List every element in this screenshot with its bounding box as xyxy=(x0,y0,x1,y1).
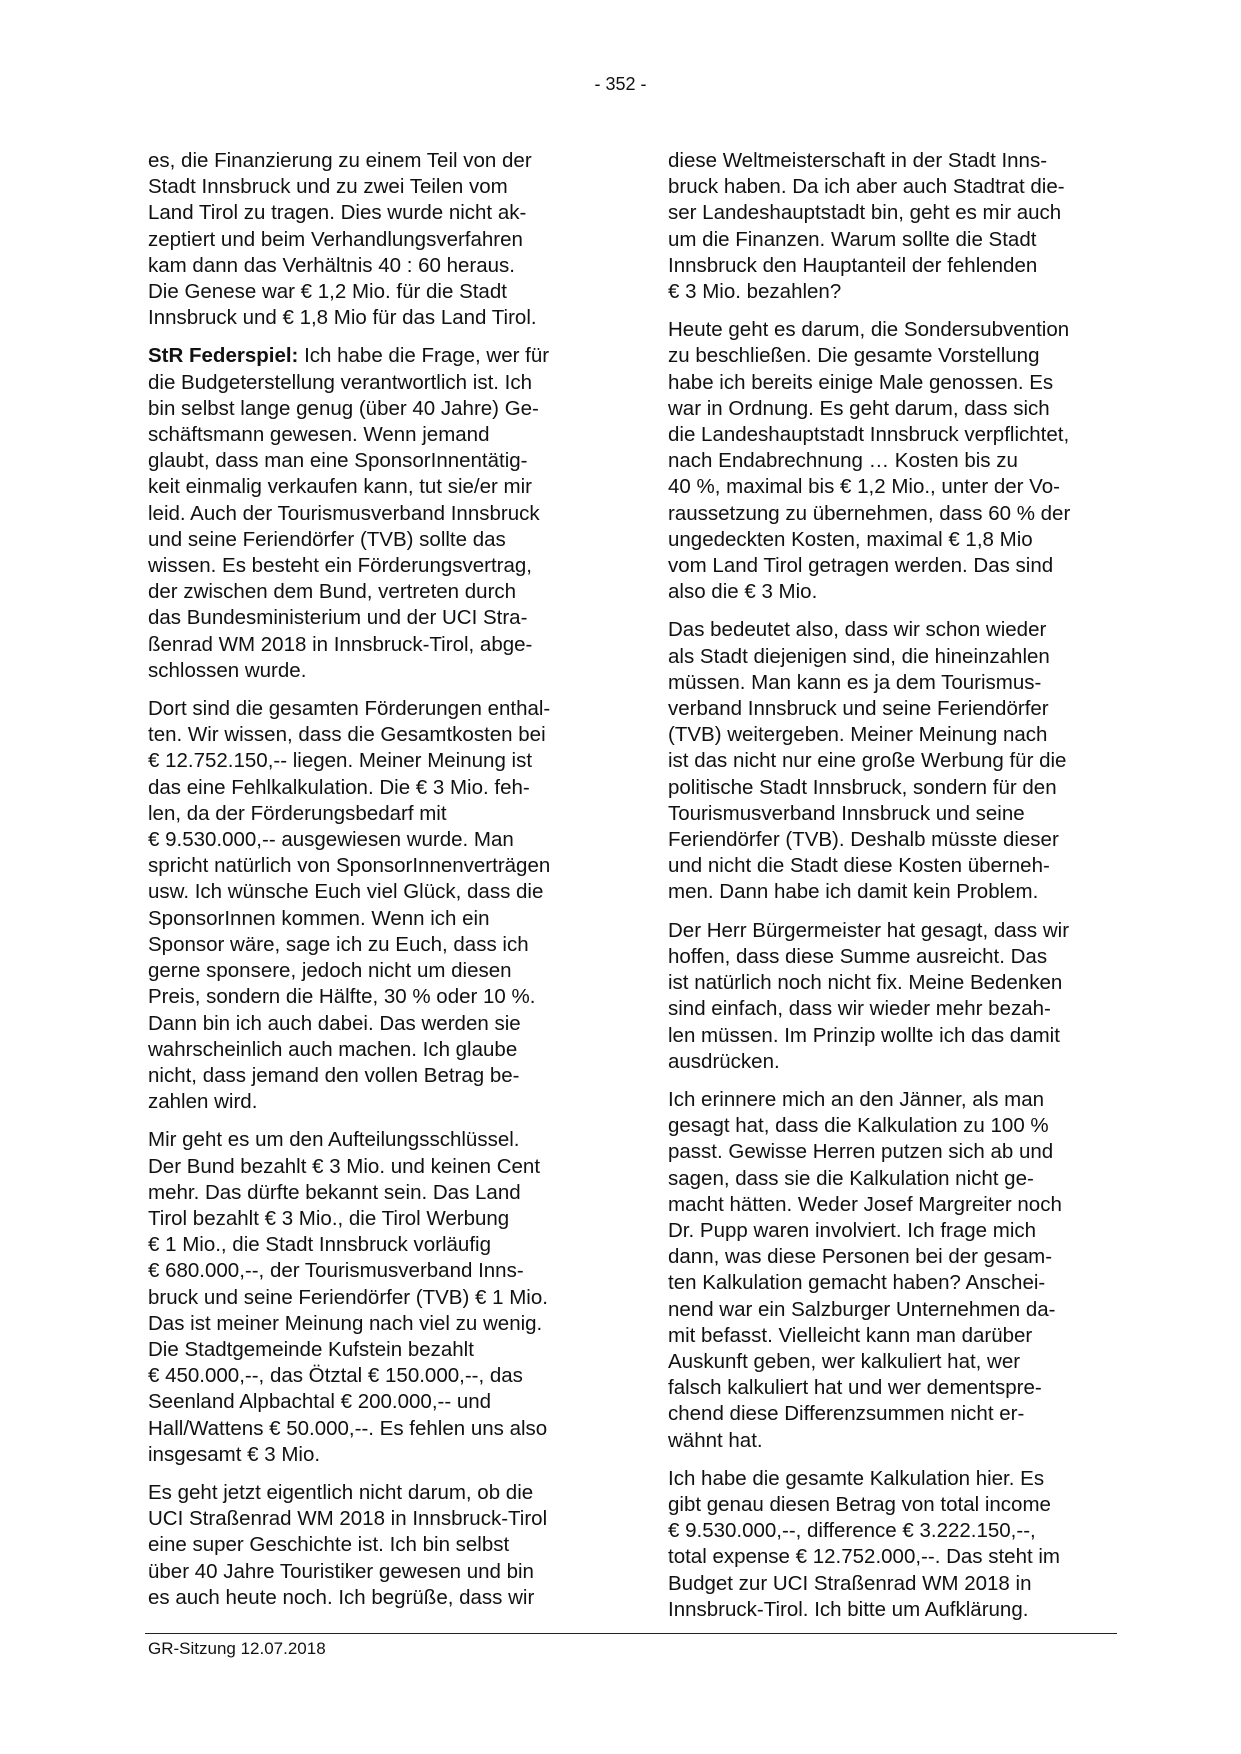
text-line: € 12.752.150,-- liegen. Meiner Meinung ist xyxy=(148,749,533,773)
text-line: das eine Fehlkalkulation. Die € 3 Mio. feh- xyxy=(148,775,530,799)
text-line: leid. Auch der Tourismusverband Innsbruck xyxy=(148,501,540,525)
text-line: raussetzung zu übernehmen, dass 60 % der xyxy=(668,501,1071,525)
text-line: ten. Wir wissen, dass die Gesamtkosten bei xyxy=(148,723,546,747)
footer-divider xyxy=(145,1633,1117,1634)
text-line: Feriendörfer (TVB). Deshalb müsste dieser xyxy=(668,828,1059,852)
text-line: Innsbruck und € 1,8 Mio für das Land Tirol. xyxy=(148,306,537,330)
text-line: Das ist meiner Meinung nach viel zu wenig. xyxy=(148,1311,543,1335)
text-line: usw. Ich wünsche Euch viel Glück, dass die xyxy=(148,880,544,904)
text-line: nend war ein Salzburger Unternehmen da- xyxy=(668,1297,1056,1321)
text-line: Der Herr Bürgermeister hat gesagt, dass wir xyxy=(668,918,1070,942)
right-column xyxy=(668,148,1118,1635)
text-line: die Budgeterstellung verantwortlich ist. Ich xyxy=(148,370,533,394)
text-line: ser Landeshauptstadt bin, geht es mir auch xyxy=(668,201,1062,225)
text-line: ist natürlich noch nicht fix. Meine Bedenken xyxy=(668,971,1063,995)
text-line: Heute geht es darum, die Sondersubvention xyxy=(668,318,1070,342)
text-line: zu beschließen. Die gesamte Vorstellung xyxy=(668,344,1040,368)
text-line: € 450.000,--, das Ötztal € 150.000,--, das xyxy=(148,1364,523,1388)
text-line: Sponsor wäre, sage ich zu Euch, dass ich xyxy=(148,932,529,956)
text-line: € 9.530.000,-- ausgewiesen wurde. Man xyxy=(148,828,514,852)
paragraph xyxy=(148,1127,598,1468)
text-line: Innsbruck-Tirol. Ich bitte um Aufklärung. xyxy=(668,1597,1029,1621)
text-line: € 680.000,--, der Tourismusverband Inns- xyxy=(148,1259,524,1283)
text-line: Budget zur UCI Straßenrad WM 2018 in xyxy=(668,1571,1032,1595)
text-line: Innsbruck den Hauptanteil der fehlenden xyxy=(668,253,1038,277)
left-column xyxy=(148,148,598,1623)
text-line: Tourismusverband Innsbruck und seine xyxy=(668,801,1025,825)
text-line: len müssen. Im Prinzip wollte ich das damit xyxy=(668,1023,1060,1047)
text-line: mehr. Das dürfte bekannt sein. Das Land xyxy=(148,1180,521,1204)
text-line: wähnt hat. xyxy=(668,1428,763,1452)
text-line: bruck und seine Feriendörfer (TVB) € 1 Mio. xyxy=(148,1285,548,1309)
text-line: es auch heute noch. Ich begrüße, dass wir xyxy=(148,1585,535,1609)
text-line: ten Kalkulation gemacht haben? Anschei- xyxy=(668,1271,1046,1295)
text-line: bin selbst lange genug (über 40 Jahre) Ge- xyxy=(148,396,539,420)
text-line: SponsorInnen kommen. Wenn ich ein xyxy=(148,906,490,930)
text-line: ausdrücken. xyxy=(668,1049,780,1073)
text-line: UCI Straßenrad WM 2018 in Innsbruck-Tirol xyxy=(148,1507,548,1531)
text-line: zeptiert und beim Verhandlungsverfahren xyxy=(148,227,523,251)
text-line: Das bedeutet also, dass wir schon wieder xyxy=(668,618,1047,642)
paragraph xyxy=(668,1087,1118,1454)
text-line: und seine Feriendörfer (TVB) sollte das xyxy=(148,527,506,551)
paragraph xyxy=(668,918,1118,1075)
text-line: 40 %, maximal bis € 1,2 Mio., unter der Vo- xyxy=(668,475,1060,499)
text-line: wahrscheinlich auch machen. Ich glaube xyxy=(148,1037,518,1061)
paragraph xyxy=(668,617,1118,905)
text-line: € 1 Mio., die Stadt Innsbruck vorläufig xyxy=(148,1233,491,1257)
text-line: Ich habe die gesamte Kalkulation hier. Es xyxy=(668,1466,1045,1490)
text-line: sagen, dass sie die Kalkulation nicht ge- xyxy=(668,1166,1034,1190)
text-line: falsch kalkuliert hat und wer dementspre- xyxy=(668,1376,1042,1400)
speaker-name: StR Federspiel: xyxy=(148,344,299,368)
text-line: Dr. Pupp waren involviert. Ich frage mich xyxy=(668,1218,1037,1242)
text-line: (TVB) weitergeben. Meiner Meinung nach xyxy=(668,723,1048,747)
text-line: Ich habe die Frage, wer für xyxy=(298,344,550,368)
text-line: verband Innsbruck und seine Feriendörfer xyxy=(668,697,1049,721)
text-line: Mir geht es um den Aufteilungsschlüssel. xyxy=(148,1128,520,1152)
text-line: Ich erinnere mich an den Jänner, als man xyxy=(668,1087,1045,1111)
text-line: das Bundesministerium und der UCI Stra- xyxy=(148,606,528,630)
text-line: Auskunft geben, wer kalkuliert hat, wer xyxy=(668,1349,1021,1373)
paragraph xyxy=(148,696,598,1115)
text-line: ist das nicht nur eine große Werbung für die xyxy=(668,749,1067,773)
text-line: keit einmalig verkaufen kann, tut sie/er mir xyxy=(148,475,532,499)
text-line: gibt genau diesen Betrag von total income xyxy=(668,1492,1051,1516)
text-line: Land Tirol zu tragen. Dies wurde nicht ak- xyxy=(148,201,527,225)
text-line: dann, was diese Personen bei der gesam- xyxy=(668,1245,1053,1269)
text-line: eine super Geschichte ist. Ich bin selbst xyxy=(148,1533,510,1557)
text-line: der zwischen dem Bund, vertreten durch xyxy=(148,580,517,604)
text-line: kam dann das Verhältnis 40 : 60 heraus. xyxy=(148,253,515,277)
text-line: spricht natürlich von SponsorInnenverträgen xyxy=(148,854,551,878)
text-line: Preis, sondern die Hälfte, 30 % oder 10 %. xyxy=(148,985,536,1009)
text-line: len, da der Förderungsbedarf mit xyxy=(148,801,447,825)
text-line: nach Endabrechnung … Kosten bis zu xyxy=(668,449,1018,473)
text-line: bruck haben. Da ich aber auch Stadtrat die- xyxy=(668,175,1065,199)
text-line: sind einfach, dass wir wieder mehr bezah- xyxy=(668,997,1051,1021)
text-line: müssen. Man kann es ja dem Tourismus- xyxy=(668,670,1042,694)
text-line: nicht, dass jemand den vollen Betrag be- xyxy=(148,1063,520,1087)
text-line: Tirol bezahlt € 3 Mio., die Tirol Werbung xyxy=(148,1206,510,1230)
text-line: es, die Finanzierung zu einem Teil von der xyxy=(148,149,532,172)
text-line: gerne sponsere, jedoch nicht um diesen xyxy=(148,959,512,983)
text-line: um die Finanzen. Warum sollte die Stadt xyxy=(668,227,1037,251)
text-line: Die Genese war € 1,2 Mio. für die Stadt xyxy=(148,280,507,304)
text-line: Dann bin ich auch dabei. Das werden sie xyxy=(148,1011,521,1035)
text-line: diese Weltmeisterschaft in der Stadt Inns- xyxy=(668,149,1048,172)
text-line: über 40 Jahre Touristiker gewesen und bin xyxy=(148,1559,534,1583)
paragraph xyxy=(148,1480,598,1611)
text-line: passt. Gewisse Herren putzen sich ab und xyxy=(668,1140,1054,1164)
page-number: - 352 - xyxy=(594,74,647,94)
text-line: habe ich bereits einige Male genossen. Es xyxy=(668,370,1054,394)
text-line: zahlen wird. xyxy=(148,1090,258,1114)
text-line: Seenland Alpbachtal € 200.000,-- und xyxy=(148,1390,492,1414)
paragraph xyxy=(148,148,598,331)
text-line: hoffen, dass diese Summe ausreicht. Das xyxy=(668,944,1048,968)
text-line: also die € 3 Mio. xyxy=(668,580,818,604)
text-line: men. Dann habe ich damit kein Problem. xyxy=(668,880,1039,904)
paragraph xyxy=(148,343,598,684)
text-line: vom Land Tirol getragen werden. Das sind xyxy=(668,554,1054,578)
text-line: insgesamt € 3 Mio. xyxy=(148,1442,321,1466)
text-line: ßenrad WM 2018 in Innsbruck-Tirol, abge- xyxy=(148,632,533,656)
text-line: chend diese Differenzsummen nicht er- xyxy=(668,1402,1025,1426)
text-line: Dort sind die gesamten Förderungen enthal- xyxy=(148,697,551,721)
text-line: mit befasst. Vielleicht kann man darüber xyxy=(668,1323,1033,1347)
text-line: schlossen wurde. xyxy=(148,658,307,682)
text-line: macht hätten. Weder Josef Margreiter noch xyxy=(668,1192,1062,1216)
paragraph xyxy=(668,1466,1118,1623)
text-line: war in Ordnung. Es geht darum, dass sich xyxy=(668,396,1050,420)
text-line: gesagt hat, dass die Kalkulation zu 100 % xyxy=(668,1114,1049,1138)
text-line: glaubt, dass man eine SponsorInnentätig- xyxy=(148,449,528,473)
paragraph xyxy=(668,317,1118,605)
text-line: Stadt Innsbruck und zu zwei Teilen vom xyxy=(148,175,508,199)
text-line: Der Bund bezahlt € 3 Mio. und keinen Cent xyxy=(148,1154,541,1178)
text-line: und nicht die Stadt diese Kosten überneh- xyxy=(668,854,1050,878)
text-line: Die Stadtgemeinde Kufstein bezahlt xyxy=(148,1337,474,1361)
text-line: ungedeckten Kosten, maximal € 1,8 Mio xyxy=(668,527,1033,551)
text-line: € 9.530.000,--, difference € 3.222.150,--, xyxy=(668,1519,1036,1543)
text-line: total expense € 12.752.000,--. Das steht im xyxy=(668,1545,1061,1569)
text-line: politische Stadt Innsbruck, sondern für den xyxy=(668,775,1057,799)
text-line: Hall/Wattens € 50.000,--. Es fehlen uns also xyxy=(148,1416,548,1440)
footer-session-date: GR-Sitzung 12.07.2018 xyxy=(148,1639,326,1658)
text-line: als Stadt diejenigen sind, die hineinzahlen xyxy=(668,644,1050,668)
text-line: schäftsmann gewesen. Wenn jemand xyxy=(148,423,490,447)
text-line: Es geht jetzt eigentlich nicht darum, ob die xyxy=(148,1480,534,1504)
paragraph xyxy=(668,148,1118,305)
text-line: € 3 Mio. bezahlen? xyxy=(668,280,842,304)
text-line: wissen. Es besteht ein Förderungsvertrag, xyxy=(148,554,532,578)
text-line: die Landeshauptstadt Innsbruck verpflichtet, xyxy=(668,423,1070,447)
